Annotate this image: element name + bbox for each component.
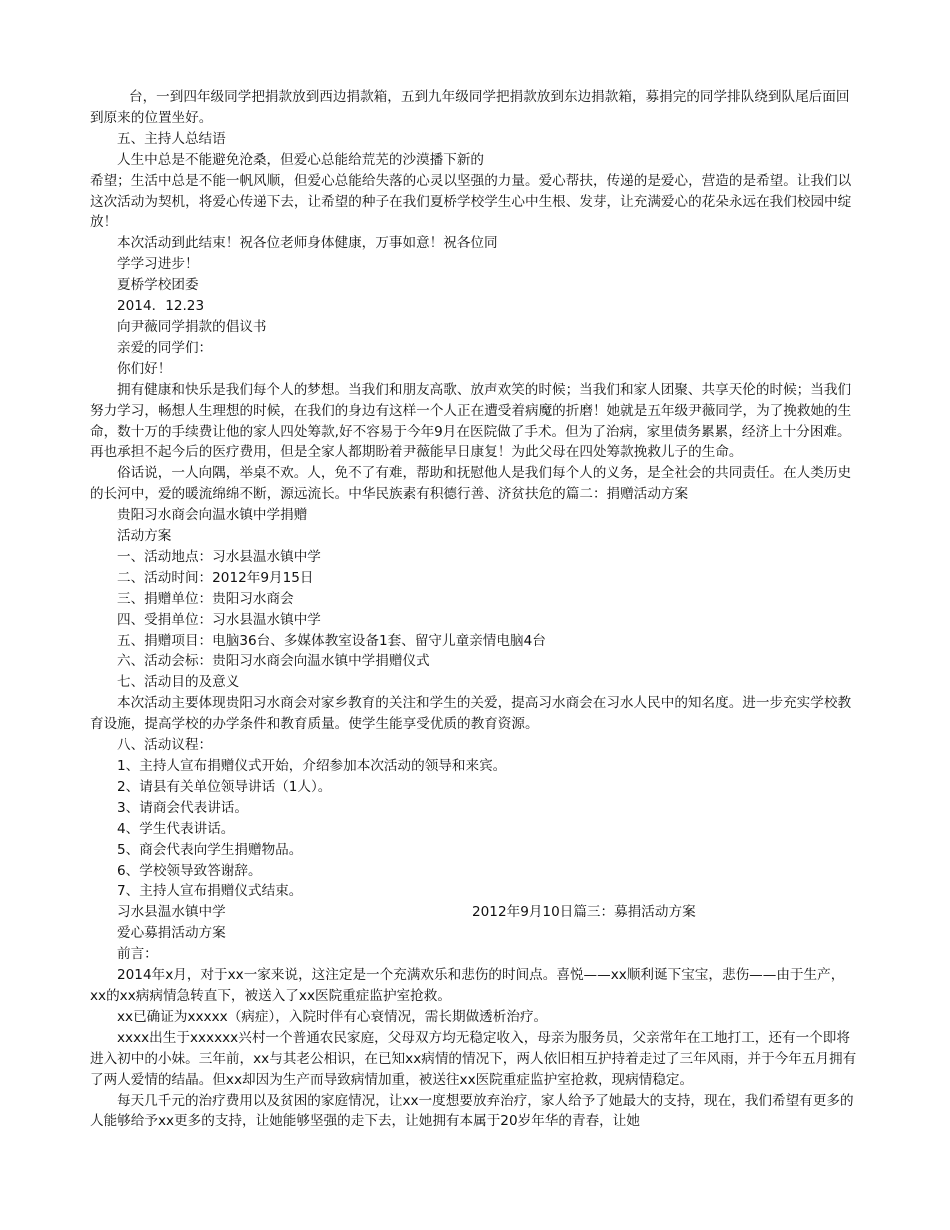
plan-item: 三、捐赠单位：贵阳习水商会 xyxy=(117,590,294,607)
plan-item: 五、捐赠项目：电脑36台、多媒体教室设备1套、留守儿童亲情电脑4台 xyxy=(117,632,546,649)
signature-date-and-heading: 2012年9月10日篇三：募捐活动方案 xyxy=(472,904,696,921)
plan-item: 六、活动会标：贵阳习水商会向温水镇中学捐赠仪式 xyxy=(117,653,430,670)
plan-item: 二、活动时间：2012年9月15日 xyxy=(117,569,314,586)
agenda-item: 6、学校领导致答谢辞。 xyxy=(117,862,262,879)
paragraph-hope: 希望；生活中总是不能一帆风顺，但爱心总能给失落的心灵以坚强的力量。爱心帮扶，传递的是爱心，营造的是希望。让我们以这次活动为契机，将爱心传递下去，让希望的种子在我们夏桥学校学生心中生根、发芽，让充满爱心的花朵永远在我们校园中绽放！ xyxy=(90,172,852,231)
signature-org: 夏桥学校团委 xyxy=(117,277,199,294)
agenda-item: 7、主持人宣布捐赠仪式结束。 xyxy=(117,883,303,900)
signature-school: 习水县温水镇中学 xyxy=(117,904,226,921)
paragraph-saying: 俗话说，一人向隅，举桌不欢。人，免不了有难，帮助和抚慰他人是我们每个人的义务，是全社会的共同责任。在人类历史的长河中，爱的暖流绵绵不断，源远流长。中华民族素有积德行善、济贫扶危的篇二：捐赠活动方案 xyxy=(90,465,852,503)
signature-row xyxy=(90,902,860,923)
heading-proposal: 向尹薇同学捐款的倡议书 xyxy=(117,318,267,335)
heading-preface: 前言： xyxy=(117,946,158,963)
paragraph-line: 人生中总是不能避免沧桑，但爱心总能给荒芜的沙漠播下新的 xyxy=(117,151,485,168)
agenda-item: 2、请县有关单位领导讲话（1人）。 xyxy=(117,778,332,795)
heading-host-summary: 五、主持人总结语 xyxy=(117,130,226,147)
plan-item: 八、活动议程： xyxy=(117,737,213,754)
agenda-item: 3、请商会代表讲话。 xyxy=(117,799,248,816)
plan-item: 七、活动目的及意义 xyxy=(117,674,240,691)
paragraph-background: 2014年x月，对于xx一家来说，这注定是一个充满欢乐和悲伤的时间点。喜悦——xx顺利诞下宝宝，悲伤——由于生产，xx的xx病病情急转直下，被送入了xx医院重症监护室抢救。 xyxy=(90,967,845,1004)
paragraph-family: xxxx出生于xxxxxx兴村一个普通农民家庭，父母双方均无稳定收入，母亲为服务员，父亲常年在工地打工，还有一个即将进入初中的小妹。三年前，xx与其老公相识，在已知xx病情的情况下，两人依旧相互护持着走过了三年风雨，并于今年五月拥有了两人爱情的结晶。但xx却因为生产而导致病情加重，被送往xx医院重症监护室抢救，现病情稳定。 xyxy=(90,1029,857,1088)
signature-date: 2014．12.23 xyxy=(117,298,205,315)
heading-donation-title: 贵阳习水商会向温水镇中学捐赠 xyxy=(117,507,308,524)
salutation: 亲爱的同学们： xyxy=(117,339,213,356)
plan-item: 四、受捐单位：习水县温水镇中学 xyxy=(117,611,321,628)
plan-item: 一、活动地点：习水县温水镇中学 xyxy=(117,548,321,565)
paragraph-donation-procedure: 台，一到四年级同学把捐款放到西边捐款箱，五到九年级同学把捐款放到东边捐款箱，募捐完的同学排队绕到队尾后面回到原来的位置坐好。 xyxy=(90,89,850,126)
paragraph-appeal: 拥有健康和快乐是我们每个人的梦想。当我们和朋友高歌、放声欢笑的时候；当我们和家人团聚、共享天伦的时候；当我们努力学习，畅想人生理想的时候，在我们的身边有这样一个人正在遭受着病魔的折磨！她就是五年级尹薇同学，为了挽救她的生命，数十万的手续费让他的家人四处筹款,好不容易于今年9月在医院做了手术。但为了治病，家里债务累累，经济上十分困难。再也承担不起今后的医疗费用，但是全家人都期盼着尹薇能早日康复！为此父母在四处筹款挽救儿子的生命。 xyxy=(90,381,852,461)
document-body xyxy=(90,87,860,1132)
agenda-item: 1、主持人宣布捐赠仪式开始，介绍参加本次活动的领导和来宾。 xyxy=(117,758,507,774)
paragraph-support: 每天几千元的治疗费用以及贫困的家庭情况，让xx一度想要放弃治疗，家人给予了她最大的支持，现在，我们希望有更多的人能够给予xx更多的支持，让她能够坚强的走下去，让她拥有本属于20岁年华的青春，让她 xyxy=(90,1092,854,1130)
agenda-item: 4、学生代表讲话。 xyxy=(117,820,235,837)
paragraph-closing: 本次活动到此结束！祝各位老师身体健康，万事如意！祝各位同 xyxy=(117,235,498,252)
heading-fundraising-plan: 爱心募捐活动方案 xyxy=(117,925,226,942)
greeting: 你们好！ xyxy=(117,360,172,377)
paragraph-purpose: 本次活动主要体现贵阳习水商会对家乡教育的关注和学生的关爱，提高习水商会在习水人民中的知名度。进一步充实学校教育设施，提高学校的办学条件和教育质量。使学生能享受优质的教育资源。 xyxy=(90,695,852,733)
paragraph-line: 学学习进步！ xyxy=(117,256,199,273)
paragraph-diagnosis: xx已确证为xxxxx（病症），入院时伴有心衰情况，需长期做透析治疗。 xyxy=(117,1008,548,1025)
heading-activity-plan: 活动方案 xyxy=(117,528,172,545)
agenda-item: 5、商会代表向学生捐赠物品。 xyxy=(117,841,303,858)
